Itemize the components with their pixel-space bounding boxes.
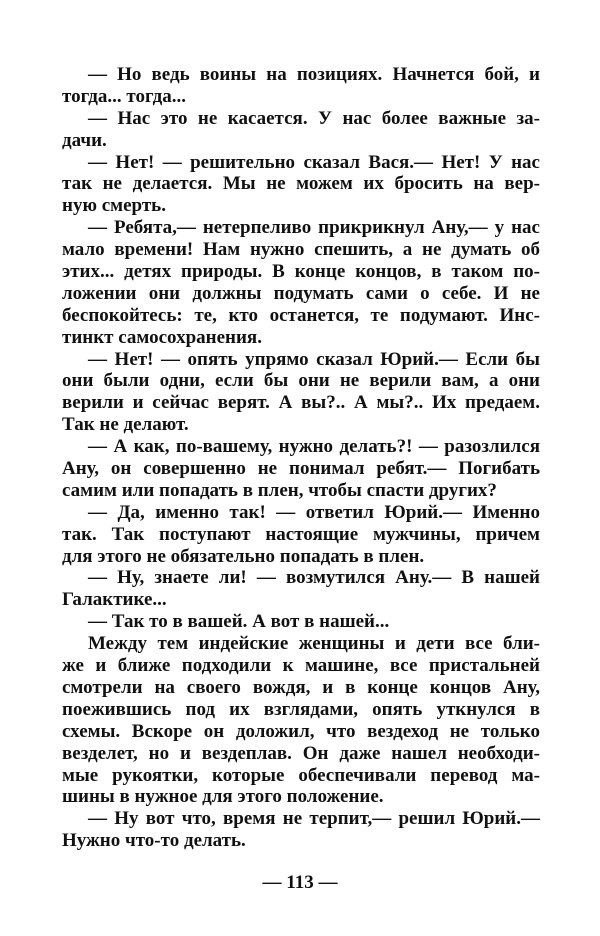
text-line: Ану, он совершенно не понимал ребят.— Погибать (62, 458, 540, 480)
text-line: мые рукоятки, которые обеспечивали перевод ма- (62, 764, 540, 786)
text-line: мало времени! Нам нужно спешить, а не думать об (62, 239, 540, 261)
paragraph (62, 611, 540, 633)
text-line: — А как, по-вашему, нужно делать?! — разозлился (88, 436, 540, 458)
page-number: — 113 — (262, 872, 338, 893)
text-line: смотрели на своего вождя, и в конце концов Ану, (62, 676, 540, 698)
paragraph (62, 152, 540, 218)
text-line: Галактике... (62, 589, 167, 611)
text-line: тогда... тогда... (62, 85, 187, 107)
text-line: — Но ведь воины на позициях. Начнется бой, и (88, 64, 540, 85)
text-line: — Нет! — решительно сказал Вася.— Нет! У нас (88, 151, 540, 173)
text-line: — Ну, знаете ли! — возмутился Ану.— В нашей (88, 567, 540, 589)
paragraph (62, 217, 540, 348)
text-line: так. Так поступают настоящие мужчины, причем (62, 523, 540, 545)
text-line: — Так то в вашей. А вот в нашей... (88, 611, 390, 633)
text-line: дачи. (62, 129, 107, 151)
text-line: так не делается. Мы не можем их бросить на вер- (62, 173, 540, 195)
paragraph (62, 108, 540, 152)
text-line: — Да, именно так! — ответил Юрий.— Именно (88, 501, 540, 523)
paragraph (62, 808, 540, 852)
paragraph (62, 633, 540, 808)
paragraph (62, 349, 540, 437)
text-line: же и ближе подходили к машине, все пристальней (62, 655, 540, 677)
paragraph (62, 502, 540, 568)
text-line: — Нет! — опять упрямо сказал Юрий.— Если бы (88, 348, 540, 370)
text-line: ложении они должны подумать сами о себе. И не (62, 282, 540, 304)
text-line: поежившись под их взглядами, опять уткнулся в (62, 698, 540, 720)
paragraph (62, 436, 540, 502)
text-line: для этого не обязательно попадать в плен. (62, 545, 425, 567)
text-line: беспокойтесь: те, кто останется, те подумают. Инс- (62, 304, 540, 326)
text-line: тинкт самосохранения. (62, 326, 262, 348)
text-line: этих... детях природы. В конце концов, в таком по- (62, 261, 540, 283)
text-line: — Нас это не касается. У нас более важные за- (88, 107, 540, 129)
paragraph (62, 64, 540, 108)
paragraph (62, 567, 540, 611)
text-line: — Ну вот что, время не терпит,— решил Юрий.— (88, 808, 540, 830)
text-line: — Ребята,— нетерпеливо прикрикнул Ану,— у нас (88, 217, 540, 239)
text-line: самим или попадать в плен, чтобы спасти других? (62, 479, 497, 501)
text-line: Так не делают. (62, 414, 189, 436)
text-line: схемы. Вскоре он доложил, что вездеход не только (62, 720, 540, 742)
text-line: Между тем индейские женщины и дети все бли- (88, 633, 540, 655)
book-page-text (62, 64, 540, 852)
text-line: шины в нужное для этого положение. (62, 786, 384, 808)
text-line: ную смерть. (62, 195, 166, 217)
text-line: они были одни, если бы они не верили вам, а они (62, 370, 540, 392)
text-line: Нужно что-то делать. (62, 830, 246, 852)
text-line: везделет, но и вездеплав. Он даже нашел необходи- (62, 742, 540, 764)
text-line: верили и сейчас верят. А вы?.. А мы?.. Их предаем. (62, 392, 540, 414)
